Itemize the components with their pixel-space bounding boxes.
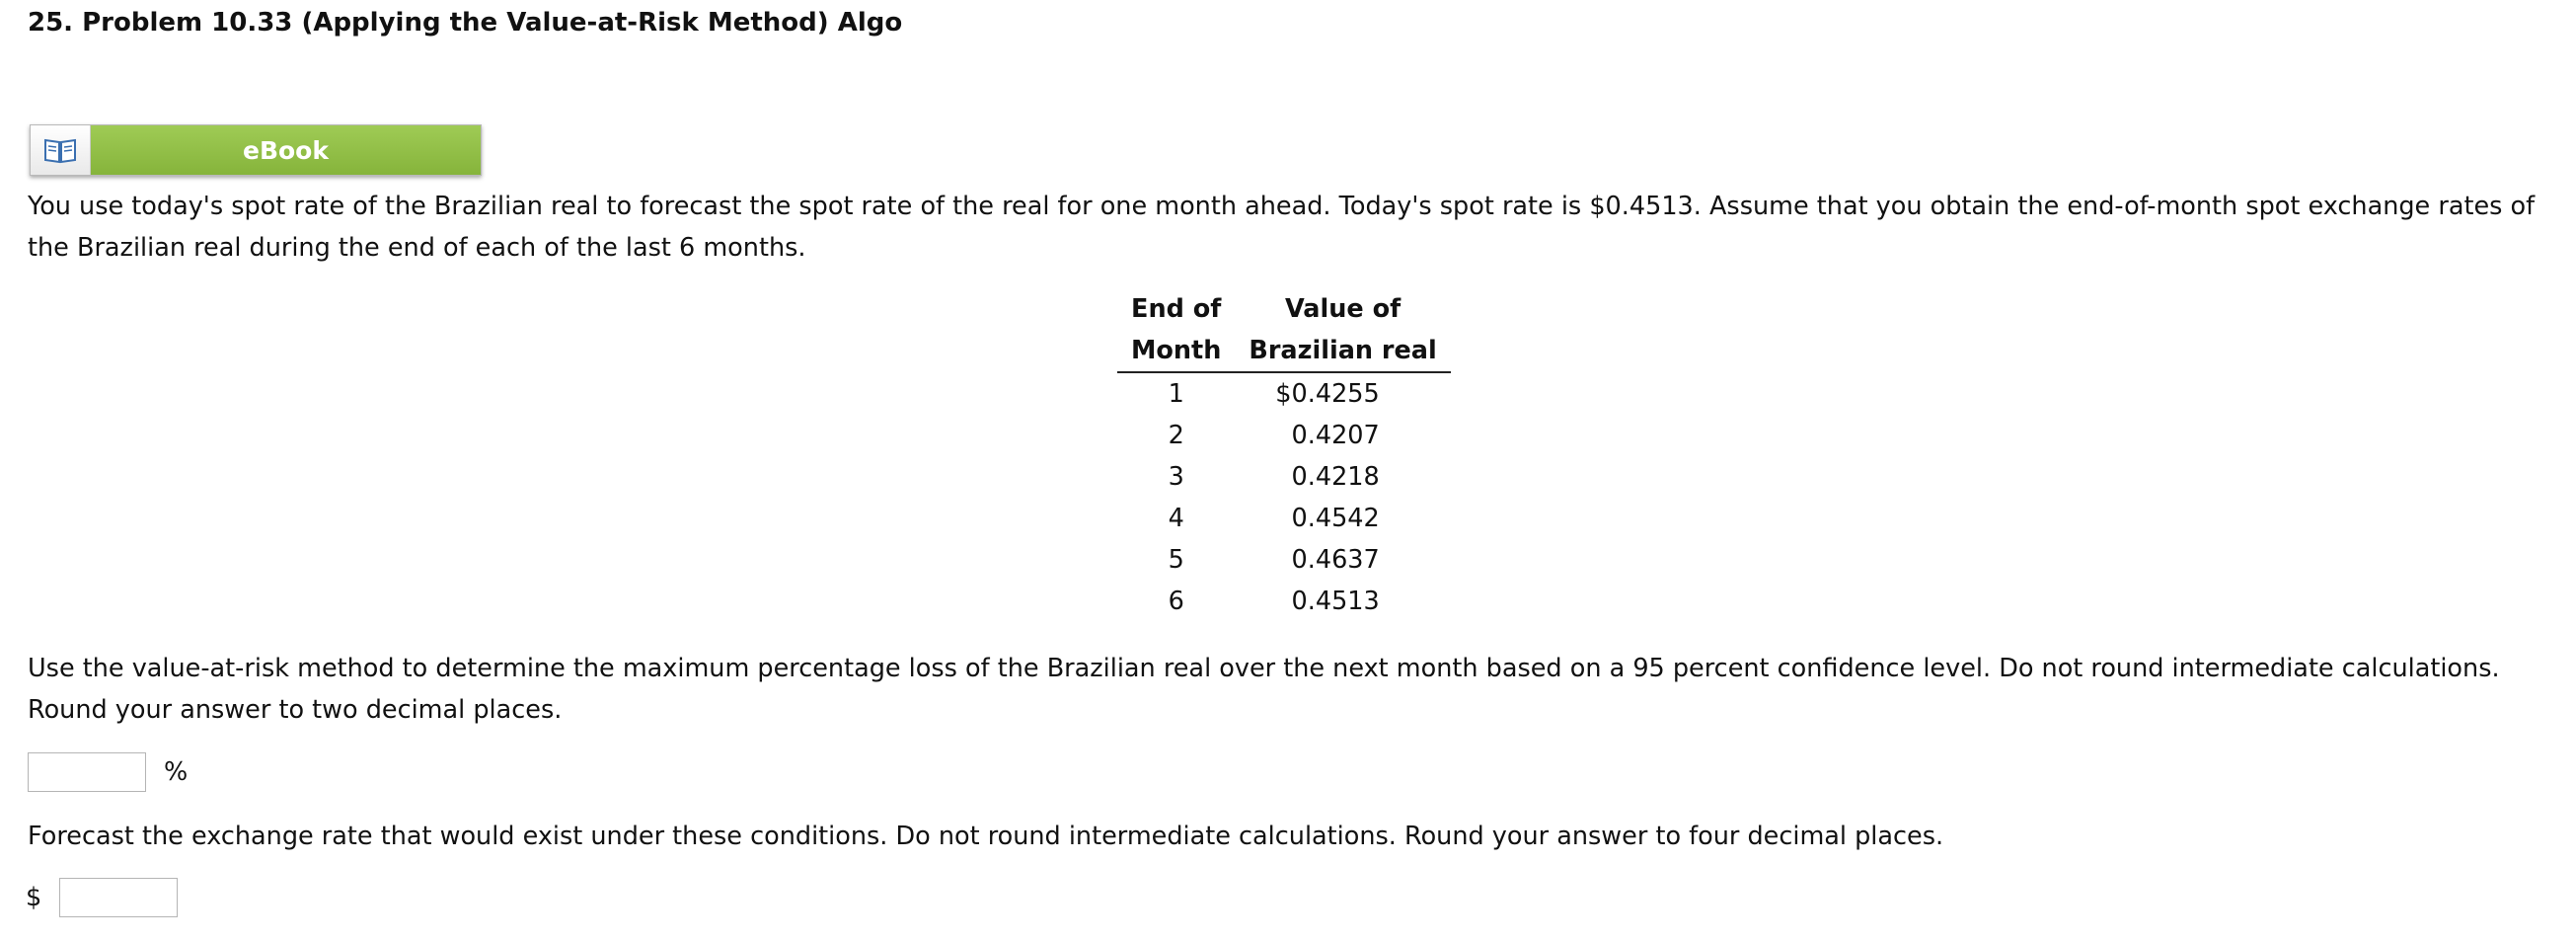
table-row (1117, 581, 1451, 622)
ebook-label[interactable]: eBook (91, 125, 481, 175)
header-month: Month (1117, 330, 1235, 372)
intro-text: You use today's spot rate of the Brazilian real to forecast the spot rate of the real for one month ahead. Today's spot rate is $0.4513. Assume that you obtain the end-of-month spot exchange rates of the Brazilian real during the end of each of the last 6 months. (28, 192, 2536, 263)
percent-unit: % (164, 757, 189, 787)
book-icon (43, 136, 77, 164)
month-cell: 6 (1168, 587, 1184, 616)
month-cell: 4 (1168, 504, 1184, 533)
problem-title: 25. Problem 10.33 (Applying the Value-at-Risk Method) Algo (28, 8, 903, 38)
header-end-of: End of (1131, 294, 1222, 324)
question2-text: Forecast the exchange rate that would exist under these conditions. Do not round intermediate calculations. Round your answer to four decimal places. (28, 822, 1944, 851)
value-cell: 0.4207 (1291, 421, 1380, 450)
table-row (1117, 415, 1451, 456)
table-row (1117, 456, 1451, 498)
table-row (1117, 539, 1451, 581)
dollar-prefix: $ (26, 883, 42, 912)
percentage-loss-input[interactable] (28, 752, 146, 792)
header-brazilian-real: Brazilian real (1235, 330, 1450, 372)
table-row (1117, 372, 1451, 415)
ebook-button[interactable] (30, 124, 482, 176)
value-cell: 0.4218 (1291, 462, 1380, 492)
value-cell: $0.4255 (1275, 379, 1380, 409)
month-cell: 3 (1168, 462, 1184, 492)
header-value-of: Value of (1284, 294, 1402, 324)
table-row (1117, 498, 1451, 539)
value-cell: 0.4637 (1291, 545, 1380, 575)
value-cell: 0.4513 (1291, 587, 1380, 616)
month-cell: 5 (1168, 545, 1184, 575)
question1-text: Use the value-at-risk method to determine the maximum percentage loss of the Brazilian real over the next month based on a 95 percent confidence level. Do not round intermediate calculations. Round your answer to two decimal places. (28, 654, 2500, 725)
month-cell: 2 (1168, 421, 1184, 450)
exchange-rate-input[interactable] (59, 878, 178, 917)
ebook-icon-box (31, 125, 91, 175)
value-cell: 0.4542 (1291, 504, 1380, 533)
month-cell: 1 (1168, 379, 1184, 409)
exchange-rate-table (1117, 288, 1451, 622)
